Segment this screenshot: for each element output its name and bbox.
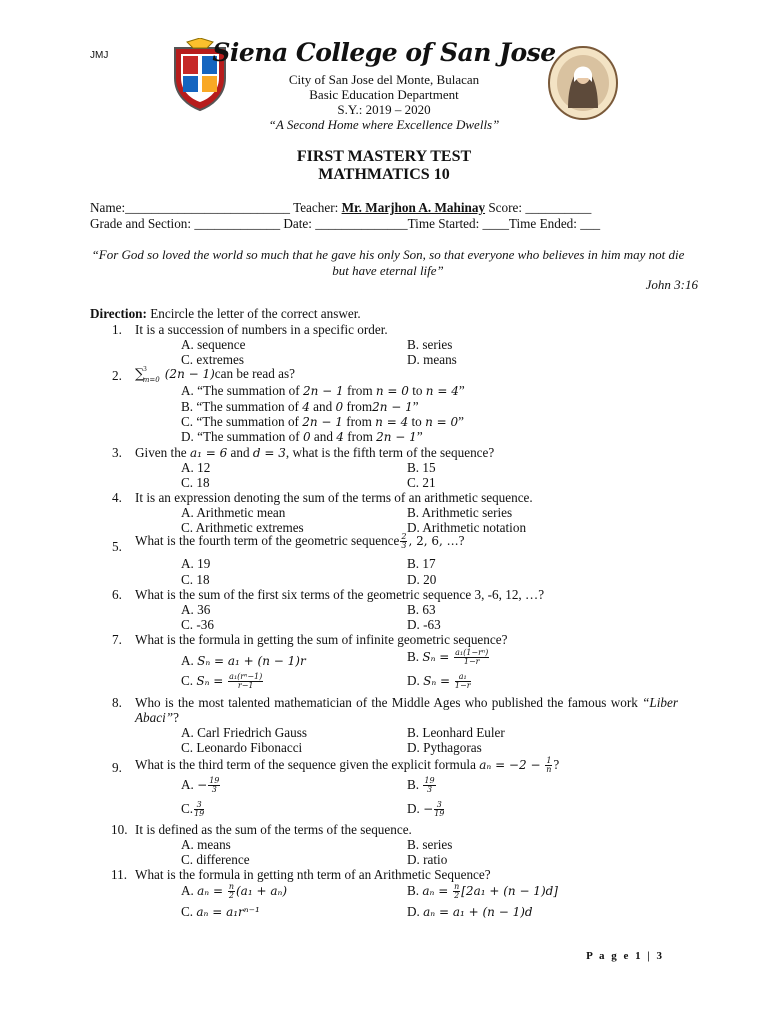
grade-section-field[interactable]: _____________ (194, 216, 281, 231)
option-c[interactable]: C. Leonardo Fibonacci (181, 740, 303, 755)
question-text: What is the formula in getting nth term of an Arithmetic Sequence? (135, 867, 491, 882)
option-d[interactable]: D. Arithmetic notation (407, 520, 527, 535)
option-d[interactable]: D. − $\frac{3}{19}$ (407, 800, 445, 819)
option-a[interactable]: A. “The summation of 2n − 1 from n = 0 to n = 4” (181, 383, 465, 398)
option-c[interactable]: C. “The summation of 2n − 1 from n = 4 to n = 0” (181, 414, 464, 429)
department-name: Basic Education Department (309, 87, 459, 102)
time-ended-field[interactable]: ___ (580, 216, 601, 231)
question-number: 6. (112, 587, 122, 602)
option-c[interactable]: C. Sₙ = $\frac{\text{a₁(rⁿ−1)}}{r-1}$ (181, 672, 263, 691)
question-number: 1. (112, 322, 122, 337)
option-d[interactable]: C. 21 (407, 475, 436, 490)
question-text: It is a succession of numbers in a specific order. (135, 322, 388, 337)
question-text: What is the sum of the first six terms of the geometric sequence 3, -6, 12, …? (135, 587, 545, 602)
date-label: Date: (283, 216, 312, 231)
school-address: City of San Jose del Monte, Bulacan (288, 72, 480, 87)
page-number: P a g e 1 | 3 (586, 950, 664, 962)
option-d[interactable]: D. 20 (407, 572, 437, 587)
school-year: S.Y.: 2019 – 2020 (337, 102, 431, 117)
bible-quote: “For God so loved the world so much that he gave his only Son, so that everyone who believes in him may not die but have eternal life” (91, 247, 685, 278)
question-number: 2. (112, 368, 122, 383)
option-a[interactable]: A. Arithmetic mean (181, 505, 286, 520)
question-number: 10. (111, 822, 128, 837)
option-d[interactable]: D. Sₙ = $\frac{\text{a₁}}{1-r}$ (407, 672, 471, 691)
option-d[interactable]: D. -63 (407, 617, 441, 632)
question-number: 5. (112, 539, 122, 554)
option-a[interactable]: A. 19 (181, 556, 211, 571)
patron-saint-seal (548, 46, 618, 120)
option-d[interactable]: D. Pythagoras (407, 740, 482, 755)
bible-reference: John 3:16 (645, 277, 698, 292)
option-d[interactable]: D. ratio (407, 852, 448, 867)
question-text: What is the fourth term of the geometric sequence $\frac{2}{3}$ , 2, 6, …? (135, 532, 465, 551)
question-text: It is an expression denoting the sum of the terms of an arithmetic sequence. (135, 490, 533, 505)
time-ended-label: Time Ended: (508, 216, 577, 231)
option-c[interactable]: C. $\frac{3}{19}$ (181, 800, 205, 819)
option-a[interactable]: A. 12 (181, 460, 211, 475)
direction-text: Encircle the letter of the correct answer. (150, 306, 361, 321)
test-subject: MATHMATICS 10 (318, 166, 450, 183)
option-b[interactable]: B. Sₙ = $\frac{\text{a₁(1−rⁿ)}}{1-r}$ (407, 648, 489, 667)
option-c[interactable]: C. difference (181, 852, 250, 867)
option-b[interactable]: B. Arithmetic series (407, 505, 513, 520)
option-c[interactable]: C. extremes (181, 352, 244, 367)
name-label: Name: (90, 200, 126, 215)
question-number: 11. (111, 867, 127, 882)
option-b[interactable]: B. 17 (407, 556, 436, 571)
option-c[interactable]: C. 18 (181, 475, 210, 490)
date-field[interactable]: ______________ (315, 216, 408, 231)
question-text: It is defined as the sum of the terms of the sequence. (135, 822, 412, 837)
time-started-field[interactable]: ____ (482, 216, 509, 231)
teacher-name: Mr. Marjhon A. Mahinay (341, 200, 486, 215)
option-a[interactable]: A. − $\frac{19}{3}$ (181, 776, 220, 795)
question-text: What is the formula in getting the sum of infinite geometric sequence? (135, 632, 508, 647)
question-number: 9. (112, 760, 122, 775)
score-field[interactable]: __________ (525, 200, 592, 215)
teacher-label: Teacher: (293, 200, 339, 215)
jmj-mark: JMJ (90, 50, 109, 61)
school-motto: “A Second Home where Excellence Dwells” (268, 117, 500, 132)
option-b[interactable]: B. $\frac{19}{3}$ (407, 776, 435, 795)
score-label: Score: (488, 200, 523, 215)
option-b[interactable]: B. Leonhard Euler (407, 725, 505, 740)
direction-label: Direction: (90, 306, 147, 321)
question-text: ∑$^3_{m=0}$ (2n − 1)can be read as? (135, 364, 295, 384)
test-title: FIRST MASTERY TEST (296, 148, 472, 165)
option-a[interactable]: A. means (181, 837, 231, 852)
option-d[interactable]: D. means (407, 352, 457, 367)
option-d[interactable]: D. aₙ = a₁ + (n − 1)d (407, 904, 533, 919)
option-a[interactable]: A. Sₙ = a₁ + (n − 1)r (181, 653, 306, 668)
option-a[interactable]: A. Carl Friedrich Gauss (181, 725, 307, 740)
option-a[interactable]: A. sequence (181, 337, 246, 352)
question-number: 4. (112, 490, 122, 505)
question-text: What is the third term of the sequence given the explicit formula aₙ = −2 − $\frac{1}{n}$ ? (135, 756, 560, 775)
school-name: Siena College of San Jose (212, 38, 556, 67)
time-started-label: Time Started: (407, 216, 480, 231)
option-b[interactable]: B. 63 (407, 602, 436, 617)
option-b[interactable]: B. series (407, 337, 453, 352)
option-c[interactable]: C. aₙ = a₁rⁿ⁻¹ (181, 904, 260, 919)
option-b[interactable]: B. series (407, 837, 453, 852)
question-number: 8. (112, 695, 122, 710)
option-c[interactable]: C. 18 (181, 572, 210, 587)
question-text: Who is the most talented mathematician of the Middle Ages who published the famous work “Liber Abaci”? (135, 695, 678, 725)
question-number: 7. (112, 632, 122, 647)
student-info-row-1 (90, 200, 591, 216)
option-b[interactable]: B. aₙ = $\frac{n}{2}$ [2a₁ + (n − 1)d] (407, 882, 558, 901)
option-c[interactable]: C. -36 (181, 617, 214, 632)
option-a[interactable]: A. aₙ = $\frac{n}{2}$ (a₁ + aₙ) (181, 882, 288, 901)
option-b[interactable]: B. 15 (407, 460, 436, 475)
question-number: 3. (112, 445, 122, 460)
option-d[interactable]: D. “The summation of 0 and 4 from 2n − 1” (181, 429, 423, 444)
grade-section-label: Grade and Section: (90, 216, 192, 231)
option-c[interactable]: C. Arithmetic extremes (181, 520, 304, 535)
student-info-row-2 (90, 216, 600, 232)
option-b[interactable]: B. “The summation of 4 and 0 from2n − 1” (181, 399, 419, 414)
name-field[interactable]: _________________________ (125, 200, 290, 215)
question-text: Given the a₁ = 6 and d = 3, what is the fifth term of the sequence? (135, 445, 495, 460)
direction (90, 306, 361, 322)
option-a[interactable]: A. 36 (181, 602, 211, 617)
